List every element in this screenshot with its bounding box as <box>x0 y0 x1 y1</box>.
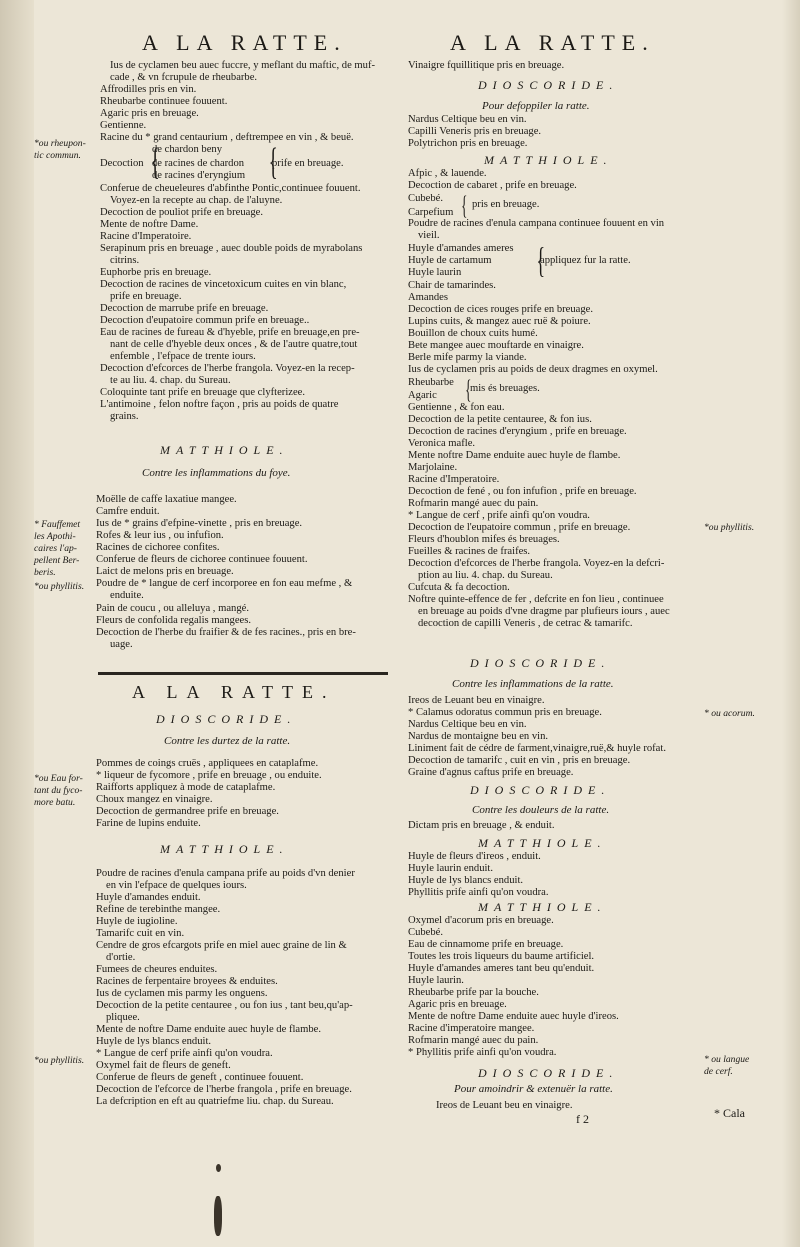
remedy-line: Agaric <box>408 390 437 401</box>
section-heading-dioscoride: DIOSCORIDE. <box>470 783 611 797</box>
remedy-line: Decoction de marrube prife en breuage. <box>100 303 269 314</box>
remedy-line: La defcription en eft au quatriefme liu. chap. du Sureau. <box>96 1096 334 1107</box>
margin-note: les Apothi- <box>34 531 76 542</box>
remedy-line: Decoction de cices rouges prife en breuage. <box>408 304 594 315</box>
section-subtitle: Contre les durtez de la ratte. <box>164 735 291 747</box>
remedy-line: Affrodilles pris en vin. <box>100 84 197 95</box>
remedy-line: Cendre de gros efcargots prife en miel auec graine de lin & <box>96 940 347 951</box>
ink-blot <box>214 1196 222 1236</box>
remedy-line: * Calamus odoratus commun pris en breuage. <box>408 707 602 718</box>
remedy-line: Ius de cyclamen pris au poids de deux dragmes en oxymel. <box>408 364 658 375</box>
remedy-line: de racines d'eryngium <box>152 170 246 181</box>
remedy-line: Ius de cyclamen mis parmy les onguens. <box>96 988 268 999</box>
remedy-line: en vin l'efpace de quelques iours. <box>106 880 247 891</box>
section-heading-dioscoride: DIOSCORIDE. <box>470 656 611 670</box>
remedy-line: Mente de noftre Dame. <box>100 219 199 230</box>
remedy-line: de chardon beny <box>152 144 223 155</box>
remedy-line: Huyle d'amandes ameres <box>408 243 514 254</box>
margin-note: *ou phyllitis. <box>704 522 755 533</box>
signature-mark: f 2 <box>576 1112 589 1126</box>
remedy-line: nant de celle d'hyeble deux onces , & de l'autre quatre,tout <box>110 339 358 350</box>
remedy-line: Agaric pris en breuage. <box>100 108 199 119</box>
remedy-line: Agaric pris en breuage. <box>408 999 507 1010</box>
remedy-line: Decoction de germandree prife en breuage. <box>96 806 279 817</box>
remedy-line: Racines de ferpentaire broyees & enduites. <box>96 976 278 987</box>
remedy-line: Dictam pris en breuage , & enduit. <box>408 820 555 831</box>
remedy-line: Racine d'Imperatoire. <box>100 231 192 242</box>
remedy-line: Fleurs d'houblon mifes és breuages. <box>408 534 560 545</box>
remedy-line: prife en breuage. <box>272 158 344 169</box>
remedy-line: Mente de noftre Dame enduite auec huyle de flambe. <box>96 1024 322 1035</box>
remedy-line: vieil. <box>418 230 440 241</box>
remedy-line: Conferue de cheueleures d'abfinthe Pontic,continuee fouuent. <box>100 183 361 194</box>
remedy-line: Huyle laurin. <box>408 975 464 986</box>
remedy-line: Decoction de l'herbe du fraifier & de fes racines., pris en bre- <box>96 627 356 638</box>
remedy-line: Huyle de cartamum <box>408 255 492 266</box>
margin-note: tic commun. <box>34 150 81 161</box>
remedy-line: Moëlle de caffe laxatiue mangee. <box>96 494 237 505</box>
remedy-line: prife en breuage. <box>110 291 182 302</box>
section-heading-matthiole: MATTHIOLE. <box>160 443 289 457</box>
margin-note: *ou Eau for- <box>34 773 83 784</box>
remedy-line: Polytrichon pris en breuage. <box>408 138 528 149</box>
remedy-line: Mente noftre Dame enduite auec huyle de flambe. <box>408 450 621 461</box>
remedy-line: Huyle de fleurs d'ireos , enduit. <box>408 851 541 862</box>
remedy-line: Decoction de l'eupatoire commun , prife en breuage. <box>408 522 631 533</box>
remedy-line: * Phyllitis prife ainfi qu'on voudra. <box>408 1047 557 1058</box>
brace-mark: { <box>268 141 278 183</box>
remedy-line: Oxymel d'acorum pris en breuage. <box>408 915 554 926</box>
remedy-line: Ius de * grains d'efpine-vinette , pris en breuage. <box>96 518 303 529</box>
page-gutter-left <box>0 0 34 1247</box>
section-heading-matthiole: MATTHIOLE. <box>478 900 607 914</box>
remedy-line: Huyle d'amandes ameres tant beu qu'enduit. <box>408 963 595 974</box>
remedy-line: Huyle laurin enduit. <box>408 863 494 874</box>
remedy-line: Liniment fait de cédre de farment,vinaigre,ruë,& huyle rofat. <box>408 743 666 754</box>
remedy-line: Graine d'agnus caftus prife en breuage. <box>408 767 574 778</box>
remedy-line: Serapinum pris en breuage , auec double poids de myrabolans <box>100 243 363 254</box>
remedy-line: Raifforts appliquez à mode de cataplafme. <box>96 782 276 793</box>
remedy-line: Poudre de * langue de cerf incorporee en fon eau mefme , & <box>96 578 353 589</box>
remedy-line: appliquez fur la ratte. <box>540 255 631 266</box>
remedy-line: Cubebé. <box>408 193 444 204</box>
margin-note: *ou phyllitis. <box>34 1055 85 1066</box>
remedy-line: L'antimoine , felon noftre façon , pris au poids de quatre <box>100 399 339 410</box>
section-subtitle: Pour amoindrir & extenuër la ratte. <box>454 1083 613 1095</box>
remedy-line: mis és breuages. <box>470 383 540 394</box>
remedy-line: Decoction de la petite centauree , ou fon ius , tant beu,qu'ap- <box>96 1000 353 1011</box>
remedy-line: Carpefium <box>408 207 454 218</box>
remedy-line: Chair de tamarindes. <box>408 280 496 291</box>
left-section-title: A LA RATTE. <box>132 682 336 702</box>
remedy-line: citrins. <box>110 255 140 266</box>
remedy-line: Conferue de fleurs de cichoree continuee fouuent. <box>96 554 308 565</box>
remedy-line: Bouillon de choux cuits humé. <box>408 328 538 339</box>
section-heading-dioscoride: DIOSCORIDE. <box>156 712 297 726</box>
margin-note: tant du fyco- <box>34 785 83 796</box>
remedy-line: te au liu. 4. chap. du Sureau. <box>110 375 231 386</box>
section-heading-matthiole: MATTHIOLE. <box>484 153 613 167</box>
section-subtitle: Contre les inflammations de la ratte. <box>452 678 614 690</box>
remedy-line: Decoction de fené , ou fon infufion , prife en breuage. <box>408 486 637 497</box>
remedy-line: decoction de capilli Veneris , de cetrac & tamarifc. <box>418 618 633 629</box>
remedy-line: Huyle de lys blancs enduit. <box>96 1036 212 1047</box>
margin-note: beris. <box>34 567 56 578</box>
section-heading-matthiole: MATTHIOLE. <box>160 842 289 856</box>
remedy-line: Fleurs de confolida regalis mangees. <box>96 615 252 626</box>
section-subtitle: Contre les douleurs de la ratte. <box>472 804 610 816</box>
section-subtitle: Pour defoppiler la ratte. <box>482 100 590 112</box>
remedy-line: Gentienne , & fon eau. <box>408 402 505 413</box>
remedy-line: Huyle de iugioline. <box>96 916 178 927</box>
remedy-line: Phyllitis prife ainfi qu'on voudra. <box>408 887 549 898</box>
remedy-line: grains. <box>110 411 139 422</box>
remedy-line: Farine de lupins enduite. <box>96 818 201 829</box>
remedy-line: Gentienne. <box>100 120 147 131</box>
section-divider-rule <box>98 672 388 675</box>
remedy-line: Rheubarbe prife par la bouche. <box>408 987 539 998</box>
remedy-line: Oxymel fait de fleurs de geneft. <box>96 1060 231 1071</box>
remedy-line: Decoction <box>100 158 144 169</box>
remedy-line: enfemble , l'efpace de trente iours. <box>110 351 256 362</box>
remedy-line: Toutes les trois liqueurs du baume artificiel. <box>408 951 595 962</box>
remedy-line: d'ortie. <box>106 952 136 963</box>
brace-mark: { <box>536 240 545 280</box>
brace-mark: { <box>150 141 160 183</box>
remedy-line: Ireos de Leuant beu en vinaigre. <box>436 1100 573 1111</box>
remedy-line: Tamarifc cuit en vin. <box>96 928 185 939</box>
remedy-line: Huyle d'amandes enduit. <box>96 892 201 903</box>
brace-mark: { <box>465 375 472 404</box>
remedy-line: Ireos de Leuant beu en vinaigre. <box>408 695 545 706</box>
brace-mark: { <box>461 191 468 220</box>
section-subtitle: Contre les inflammations du foye. <box>142 467 291 479</box>
remedy-line: Decoction de tamarifc , cuit en vin , pris en breuage. <box>408 755 631 766</box>
remedy-line: Fumees de cheures enduites. <box>96 964 218 975</box>
remedy-line: Nardus Celtique beu en vin. <box>408 114 527 125</box>
remedy-line: Decoction de racines d'eryngium , prife en breuage. <box>408 426 627 437</box>
remedy-line: Decoction de racines de vincetoxicum cuites en vin blanc, <box>100 279 347 290</box>
remedy-line: Coloquinte tant prife en breuage que clyfterizee. <box>100 387 306 398</box>
right-page-title: A LA RATTE. <box>450 30 655 55</box>
catchword: * Cala <box>714 1106 745 1120</box>
remedy-line: Capilli Veneris pris en breuage. <box>408 126 542 137</box>
remedy-line: ption au liu. 4. chap. du Sureau. <box>418 570 553 581</box>
remedy-line: Choux mangez en vinaigre. <box>96 794 213 805</box>
remedy-line: Rheubarbe <box>408 377 454 388</box>
remedy-line: enduite. <box>110 590 144 601</box>
remedy-line: Bete mangee auec mouftarde en vinaigre. <box>408 340 584 351</box>
remedy-line: Camfre enduit. <box>96 506 160 517</box>
remedy-line: Marjolaine. <box>408 462 458 473</box>
remedy-line: * liqueur de fycomore , prife en breuage , ou enduite. <box>96 770 322 781</box>
remedy-line: Decoction de pouliot prife en breuage. <box>100 207 263 218</box>
margin-note: * Fauffemet <box>34 519 81 530</box>
remedy-line: Pommes de coings cruës , appliquees en cataplafme. <box>96 758 319 769</box>
remedy-line: Noftre quinte-effence de fer , defcrite en fon lieu , continuee <box>408 594 664 605</box>
margin-note: * ou langue <box>704 1054 750 1065</box>
margin-note: *ou phyllitis. <box>34 581 85 592</box>
remedy-line: Nardus Celtique beu en vin. <box>408 719 527 730</box>
remedy-line: Decoction de la petite centauree, & fon ius. <box>408 414 592 425</box>
remedy-line: Lupins cuits, & mangez auec ruë & poiure. <box>408 316 591 327</box>
remedy-line: Rofmarin mangé auec du pain. <box>408 1035 539 1046</box>
remedy-line: Huyle laurin <box>408 267 462 278</box>
remedy-line: Cufcuta & fa decoction. <box>408 582 510 593</box>
remedy-line: Rofmarin mangé auec du pain. <box>408 498 539 509</box>
remedy-line: Amandes <box>408 292 449 303</box>
remedy-line: cade , & vn fcrupule de rheubarbe. <box>110 72 258 83</box>
remedy-line: Rheubarbe continuee fouuent. <box>100 96 228 107</box>
remedy-line: Fueilles & racines de fraifes. <box>408 546 531 557</box>
remedy-line: Refine de terebinthe mangee. <box>96 904 221 915</box>
remedy-line: Mente de noftre Dame enduite auec huyle d'ireos. <box>408 1011 619 1022</box>
remedy-line: Poudre de racines d'enula campana continuee fouuent en vin <box>408 218 665 229</box>
remedy-line: Vinaigre fquillitique pris en breuage. <box>408 60 565 71</box>
remedy-line: Eau de cinnamome prife en breuage. <box>408 939 564 950</box>
remedy-line: Pain de coucu , ou alleluya , mangé. <box>96 603 249 614</box>
remedy-line: Laict de melons pris en breuage. <box>96 566 234 577</box>
section-heading-dioscoride: DIOSCORIDE. <box>478 1066 619 1080</box>
remedy-line: Racine du * grand centaurium , deftrempee en vin , & beuë. <box>100 132 354 143</box>
section-heading-matthiole: MATTHIOLE. <box>478 836 607 850</box>
remedy-line: Racines de cichoree confites. <box>96 542 220 553</box>
remedy-line: * Langue de cerf prife ainfi qu'on voudra. <box>96 1048 273 1059</box>
remedy-line: * Langue de cerf , prife ainfi qu'on voudra. <box>408 510 590 521</box>
remedy-line: Decoction d'eupatoire commun prife en breuage.. <box>100 315 310 326</box>
remedy-line: Rofes & leur ius , ou infufion. <box>96 530 224 541</box>
section-heading-dioscoride: DIOSCORIDE. <box>478 78 619 92</box>
margin-note: more batu. <box>34 797 76 808</box>
remedy-line: Eau de racines de fureau & d'hyeble, prife en breuage,en pre- <box>100 327 360 338</box>
margin-note: pellent Ber- <box>34 555 80 566</box>
remedy-line: de racines de chardon <box>152 158 245 169</box>
remedy-line: Racine d'imperatoire mangee. <box>408 1023 535 1034</box>
remedy-line: Decoction de cabaret , prife en breuage. <box>408 180 577 191</box>
remedy-line: Veronica mafle. <box>408 438 476 449</box>
margin-note: *ou rheupon- <box>34 138 86 149</box>
margin-note: caires l'ap- <box>34 543 77 554</box>
remedy-line: pliquee. <box>106 1012 140 1023</box>
remedy-line: Conferue de fleurs de geneft , continuee fouuent. <box>96 1072 304 1083</box>
remedy-line: en breuage au poids d'vne dragme par plufieurs iours , auec <box>418 606 670 617</box>
remedy-line: uage. <box>110 639 133 650</box>
margin-note: de cerf. <box>704 1066 733 1077</box>
remedy-line: Decoction d'efcorces de l'herbe frangola. Voyez-en la recep- <box>100 363 355 374</box>
remedy-line: Nardus de montaigne beu en vin. <box>408 731 549 742</box>
remedy-line: pris en breuage. <box>472 199 540 210</box>
ink-spot <box>216 1164 221 1172</box>
remedy-line: Afpic , & lauende. <box>408 168 487 179</box>
remedy-line: Berle mife parmy la viande. <box>408 352 527 363</box>
remedy-line: Decoction de l'efcorce de l'herbe frangola , prife en breuage. <box>96 1084 352 1095</box>
remedy-line: Poudre de racines d'enula campana prife au poids d'vn denier <box>96 868 355 879</box>
remedy-line: Cubebé. <box>408 927 444 938</box>
remedy-line: Decoction d'efcorces de l'herbe frangola. Voyez-en la defcri- <box>408 558 665 569</box>
remedy-line: Voyez-en la recepte au chap. de l'aluyne. <box>110 195 283 206</box>
page-gutter-right <box>782 0 800 1247</box>
left-page-title: A LA RATTE. <box>142 30 347 55</box>
remedy-line: Huyle de lys blancs enduit. <box>408 875 524 886</box>
margin-note: * ou acorum. <box>704 708 755 719</box>
remedy-line: Racine d'Imperatoire. <box>408 474 500 485</box>
remedy-line: Ius de cyclamen beu auec fuccre, y meflant du maftic, de muf- <box>110 60 376 71</box>
remedy-line: Euphorbe pris en breuage. <box>100 267 212 278</box>
